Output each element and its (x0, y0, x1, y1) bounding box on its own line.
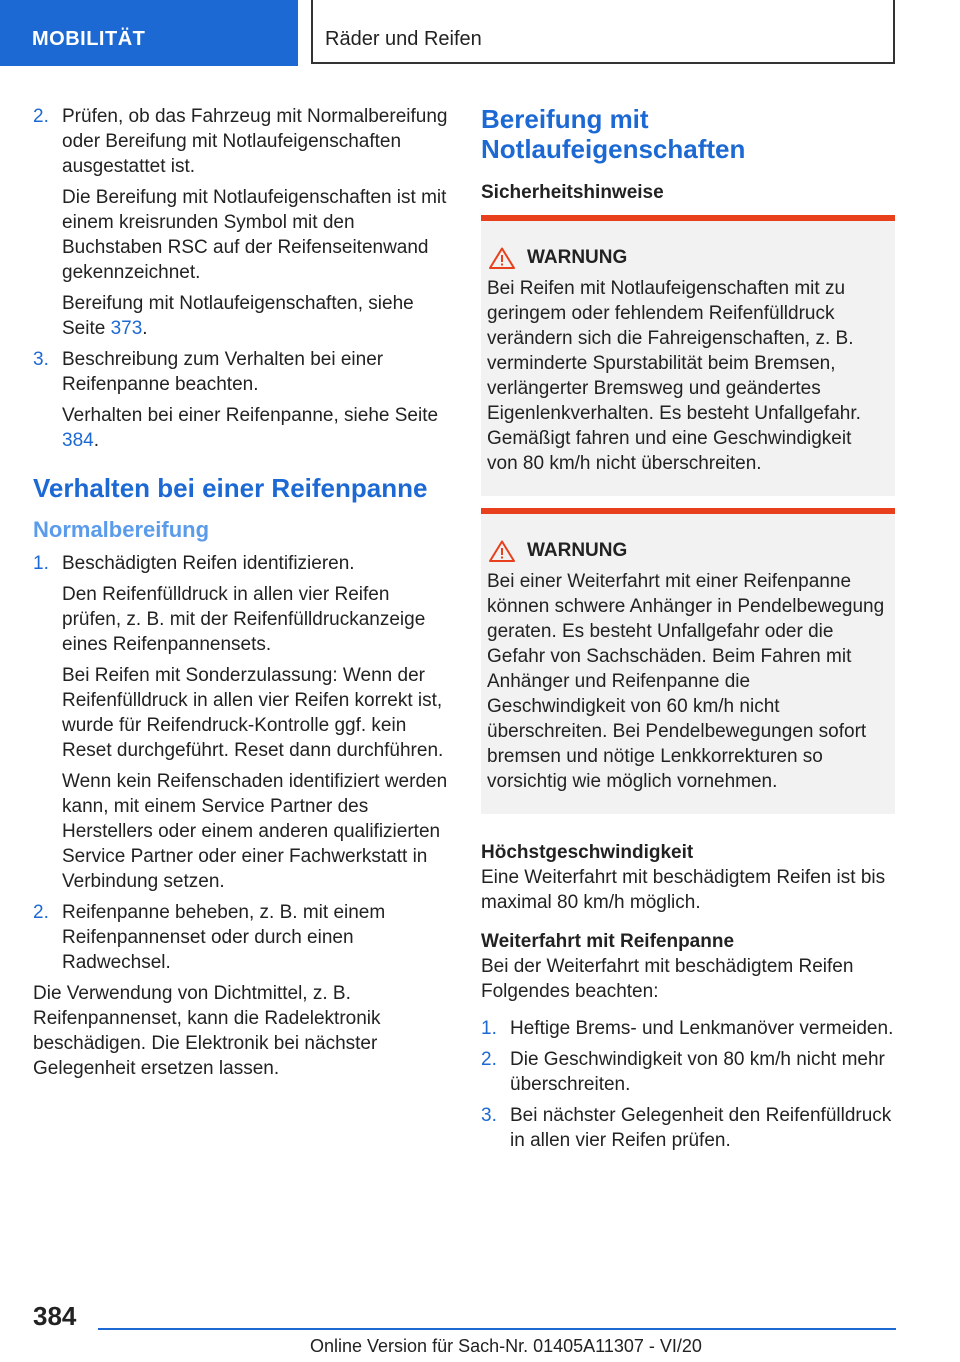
step-text: Prüfen, ob das Fahrzeug mit Normalbereifung oder Bereifung mit Notlaufeigenschaften ausgestattet ist. (62, 106, 448, 177)
step-number: 3. (481, 1105, 497, 1126)
page-number: 384 (33, 1301, 77, 1331)
step-number: 1. (481, 1018, 497, 1039)
step-text: Reifenpanne beheben, z. B. mit einem Reifenpannenset oder durch einen Radwechsel. (62, 902, 386, 973)
list-item (33, 347, 448, 453)
step-text: Den Reifenfülldruck in allen vier Reifen prüfen, z. B. mit der Reifenfülldruckanzeige eines Reifenpannensets. (62, 584, 426, 655)
section-heading: Bereifung mit Notlaufeigenschaften (481, 104, 746, 164)
footer-divider (98, 1328, 896, 1330)
page-header (0, 0, 960, 66)
step-text: Wenn kein Reifenschaden identifiziert werden kann, mit einem Service Partner des Herstellers oder einem anderen qualifizierten Service Partner oder einer Fachwerkstatt in Verbindung setzen. (62, 771, 448, 892)
step-number: 1. (33, 553, 49, 574)
step-text: Bei Reifen mit Sonderzulassung: Wenn der Reifenfülldruck in allen vier Reifen korrekt ist, wurde für Reifendruck-Kontrolle ggf. kein Reset durchgeführt. Reset dann durchführen. (62, 665, 444, 761)
list-item (33, 104, 448, 341)
step-number: 2. (481, 1049, 497, 1070)
step-text: Die Geschwindigkeit von 80 km/h nicht mehr überschreiten. (510, 1049, 885, 1095)
step-text: Bei nächster Gelegenheit den Reifenfülldruck in allen vier Reifen prüfen. (510, 1105, 892, 1151)
warning-title: WARNUNG (487, 245, 887, 270)
closing-paragraph: Die Verwendung von Dichtmittel, z. B. Reifenpannenset, kann die Radelektronik beschädigen. Die Elektronik bei nächster Gelegenheit ersetzen lassen. (33, 983, 381, 1079)
step-text: Die Bereifung mit Notlaufeigenschaften ist mit einem kreisrunden Symbol mit den Buchstaben RSC auf der Reifenseitenwand gekennzeichnet. (62, 187, 447, 283)
warning-triangle-icon (489, 247, 515, 269)
section-tab[interactable]: MOBILITÄT (0, 0, 298, 66)
subsection-heading: Normalbereifung (33, 517, 210, 542)
step-text: Beschreibung zum Verhalten bei einer Reifenpanne beachten. (62, 349, 384, 395)
section-heading: Verhalten bei einer Reifenpanne (33, 473, 428, 503)
page-reference: Verhalten bei einer Reifenpanne, siehe Seite 384. (62, 405, 439, 451)
page-reference: Bereifung mit Notlaufeigenschaften, siehe Seite 373. (62, 293, 414, 339)
page-link[interactable]: 384 (62, 430, 94, 451)
continue-heading: Weiterfahrt mit Reifenpanne (481, 931, 735, 952)
list-item (33, 551, 448, 894)
step-number: 2. (33, 902, 49, 923)
warning-box (481, 215, 895, 496)
continue-text: Bei der Weiterfahrt mit beschädigtem Reifen Folgendes beachten: (481, 956, 854, 1002)
warning-box (481, 508, 895, 814)
online-version-note: Online Version für Sach-Nr. 01405A11307 - VI/20 (310, 1336, 702, 1356)
page-link[interactable]: 373 (110, 318, 143, 339)
step-number: 3. (33, 349, 49, 370)
step-text: Beschädigten Reifen identifizieren. (62, 553, 355, 574)
warning-text: Bei einer Weiterfahrt mit einer Reifenpanne können schwere Anhänger in Pendelbewegung geraten. Es besteht Unfallgefahr oder die Gefahr von Sachschäden. Beim Fahren mit Anhänger und Reifenpanne die Geschwindigkeit von 60 km/h nicht überschreiten. Bei Pendelbewegungen sofort bremsen und nötige Lenkkorrekturen so vorsichtig wie möglich vornehmen. (487, 571, 885, 792)
step-number: 2. (33, 106, 49, 127)
warning-text: Bei Reifen mit Notlaufeigenschaften mit zu geringem oder fehlendem Reifenfülldruck verändern sich die Fahreigenschaften, z. B. verminderte Spurstabilität beim Bremsen, verlängerter Bremsweg und geändertes Eigenlenkverhalten. Es besteht Unfallgefahr. Gemäßigt fahren und eine Geschwindigkeit von 80 km/h nicht überschreiten. (487, 278, 861, 474)
step-text: Heftige Brems- und Lenkmanöver vermeiden. (510, 1018, 894, 1039)
safety-subheading: Sicherheitshinweise (481, 182, 664, 203)
list-item (481, 1016, 895, 1041)
list-item (481, 1047, 895, 1097)
left-column (33, 104, 448, 1093)
speed-text: Eine Weiterfahrt mit beschädigtem Reifen ist bis maximal 80 km/h möglich. (481, 867, 886, 913)
list-item (33, 900, 448, 975)
speed-heading: Höchstgeschwindigkeit (481, 842, 694, 863)
warning-triangle-icon (489, 540, 515, 562)
warning-title: WARNUNG (487, 538, 887, 563)
list-item (481, 1103, 895, 1153)
right-column (481, 104, 895, 1159)
chapter-title: Räder und Reifen (311, 0, 895, 64)
